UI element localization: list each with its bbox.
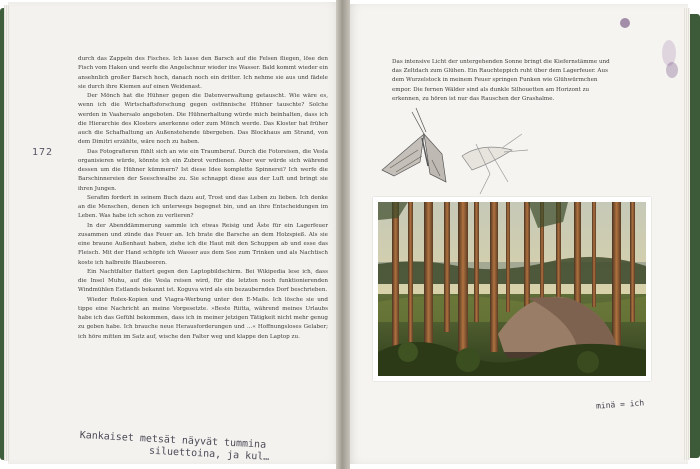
paragraph: Das Fotografieren fühlt sich an wie ein Traumberuf. Durch die Fotoreisen, die Vesla organisieren würde, könnte ich ein Zubrot verdienen. Aber wer würde sich während dessen um die Hühner kümmern? Ist diese Idee komplette Spinnerei? Ich werfe die Barschinnereien der Seeschwalbe zu. Sie schnappt diese aus der Luft und bringt sie ihren Jungen. (78, 148, 328, 192)
moth-sketch (372, 104, 552, 200)
left-body-text (78, 55, 328, 342)
page-number: 172 (32, 147, 54, 158)
photo-frame (373, 197, 651, 381)
right-body-text: Das intensive Licht der untergehenden Sonne bringt die Kiefernstämme und das Zeltdach zum Glühen. Ein Rauchteppich ruht über dem Lagerfeuer. Aus dem Wurzelstock in meinem Feuer springen Funken wie Glühwürmchen empor. Die fernen Wälder sind als dunkle Silhouetten am Horizont zu erkennen, zu hören ist nur das Rauschen der Grashalme. (392, 59, 610, 102)
book-gutter (336, 0, 350, 469)
paragraph: In der Abenddämmerung sammle ich etwas Reisig und Äste für ein Lagerfeuer zusammen und zünde das Feuer an. Ich brate die Barsche an dem Holzspieß. Als sie eine braune Außenhaut haben, ziehe ich die Haut mit den Schuppen ab und esse das Fleisch. Mit der Hand schöpfe ich Wasser aus dem See zum Trinken und als Nachtisch koste ich halbreife Blaubeeren. (78, 222, 328, 266)
page-edges-left (4, 5, 10, 461)
ink-stain (666, 62, 678, 78)
paragraph: Ein Nachtfalter flattert gegen den Laptopbildschirm. Bei Wikipedia lese ich, dass die Insel Muhu, auf die Vesla reisen wird, für die letzten noch funktionierenden Windmühlen Estlands bekannt ist. Koguva wird als ein bezauberndes Dorf beschrieben. (78, 268, 328, 294)
tent-in-pine-forest-photo (378, 202, 646, 376)
handwritten-caption: minä = ich (595, 398, 645, 411)
paragraph: Wieder Rolex-Kopien und Viagra-Werbung unter den E-Mails. Ich lösche sie und tippe eine Nachricht an meine Vorgesetzte. »Beste Riitta, während meines Urlaubs habe ich das Gefühl bekommen, dass ich in meiner jetzigen Tätigkeit nicht mehr genug zu geben habe. Ich brauche neue Herausforderungen und …« Hoffnungsloses Gelaber; ich höre mitten im Satz auf, wische den Falter weg und klappe den Laptop zu. (78, 296, 328, 340)
paragraph: Der Mönch hat die Hühner gegen die Datenverwaltung getauscht. Wie wäre es, wenn ich die Wirtschaftsforschung gegen ostfinnische Hühner tauschte? Solche werden in Vaahersalo angeboten. Die Hühnerhaltung würde mich beinhalten, dass ich die Hierarchie des Klosters anerkenne oder zum Mönch werde. Das Kloster hat früher auch die Schafhaltung an Außenstehende übergeben. Das Blockhaus am Strand, von dem Dimitri erzählte, wäre noch zu haben. (78, 93, 328, 146)
handwritten-line: siluettoina, ja kul… (148, 445, 270, 463)
page-edges-right (684, 8, 690, 460)
handwritten-line: Kankaiset metsät näyvät tummina (79, 430, 267, 451)
paragraph: durch das Zappeln des Fisches. Ich lasse den Barsch auf die Felsen fliegen, löse den Fisch vom Haken und werfe die Angelschnur wieder ins Wasser. Bald kommt wieder ein ansehnlich großer Barsch hoch, danach noch ein dritter. Ich nehme sie aus und fädele sie durch ihre Kiemen auf einen Weidenast. (78, 56, 328, 90)
ink-stain (620, 18, 630, 28)
paragraph: Serafim fordert in seinem Buch dazu auf, Trost und das Leben zu lieben. Ich denke an die Menschen, denen ich unterwegs begegnet bin, und an ihre Entscheidungen im Leben. Was habe ich schon zu verlieren? (78, 194, 328, 220)
